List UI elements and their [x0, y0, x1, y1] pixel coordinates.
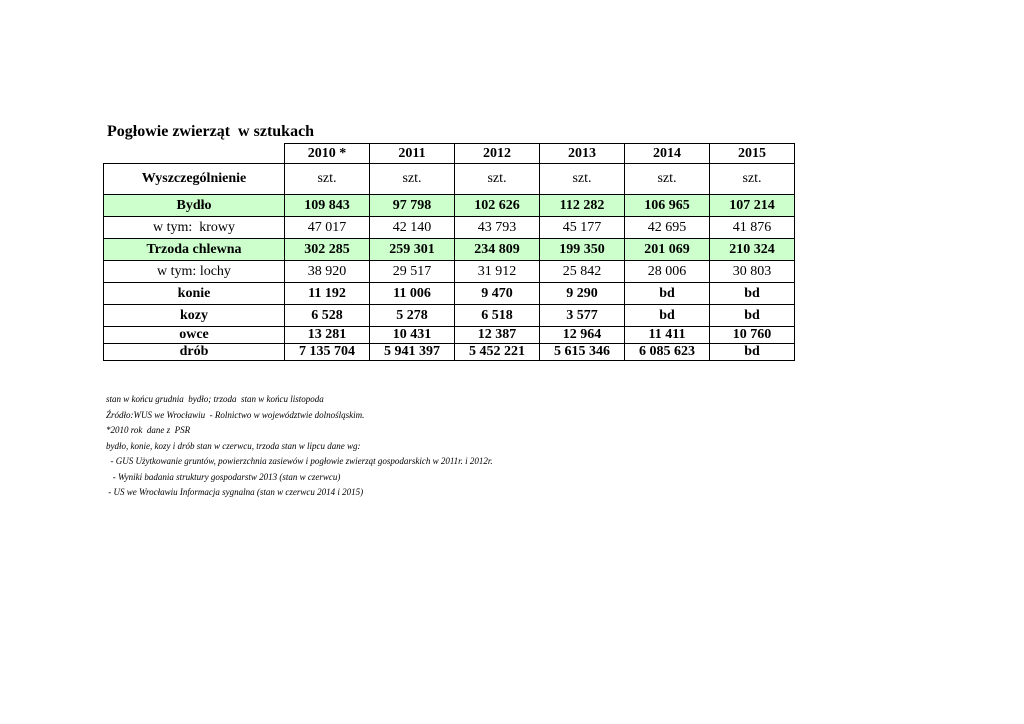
page-title: Pogłowie zwierząt w sztukach [107, 123, 315, 140]
value-cell: 42 140 [370, 217, 455, 239]
value-cell: 11 192 [285, 283, 370, 305]
value-cell: 12 387 [455, 327, 540, 344]
year-header: 2015 [710, 144, 795, 164]
row-label: w tym: lochy [104, 261, 285, 283]
year-header: 2012 [455, 144, 540, 164]
value-cell: 45 177 [540, 217, 625, 239]
value-cell: 30 803 [710, 261, 795, 283]
value-cell: 199 350 [540, 239, 625, 261]
blank-corner-cell [104, 144, 285, 164]
value-cell: 41 876 [710, 217, 795, 239]
row-label: Bydło [104, 195, 285, 217]
value-cell: 12 964 [540, 327, 625, 344]
row-label: Trzoda chlewna [104, 239, 285, 261]
value-cell: bd [625, 283, 710, 305]
value-cell: 210 324 [710, 239, 795, 261]
table-row [104, 217, 795, 239]
value-cell: 302 285 [285, 239, 370, 261]
unit-cell: szt. [455, 164, 540, 195]
value-cell: 11 411 [625, 327, 710, 344]
livestock-table [103, 143, 795, 361]
value-cell: 6 085 623 [625, 344, 710, 361]
row-label: konie [104, 283, 285, 305]
value-cell: 10 760 [710, 327, 795, 344]
footnote-line: Źródło:WUS we Wrocławiu - Rolnictwo w województwie dolnośląskim. [106, 409, 365, 420]
table-row [104, 305, 795, 327]
unit-cell: szt. [710, 164, 795, 195]
unit-cell: szt. [285, 164, 370, 195]
table-row [104, 261, 795, 283]
footnote-line: bydło, konie, kozy i drób stan w czerwcu, trzoda stan w lipcu dane wg: [106, 440, 361, 451]
unit-cell: szt. [370, 164, 455, 195]
table-row [104, 239, 795, 261]
value-cell: 5 941 397 [370, 344, 455, 361]
value-cell: 102 626 [455, 195, 540, 217]
value-cell: 47 017 [285, 217, 370, 239]
row-label: drób [104, 344, 285, 361]
value-cell: 5 278 [370, 305, 455, 327]
value-cell: 29 517 [370, 261, 455, 283]
year-header: 2014 [625, 144, 710, 164]
unit-cell: szt. [540, 164, 625, 195]
year-header: 2010 * [285, 144, 370, 164]
value-cell: 106 965 [625, 195, 710, 217]
value-cell: 109 843 [285, 195, 370, 217]
footnote-line: - Wyniki badania struktury gospodarstw 2013 (stan w czerwcu) [106, 471, 341, 482]
value-cell: bd [710, 305, 795, 327]
value-cell: 9 290 [540, 283, 625, 305]
table-row [104, 283, 795, 305]
value-cell: 112 282 [540, 195, 625, 217]
value-cell: 9 470 [455, 283, 540, 305]
year-header: 2011 [370, 144, 455, 164]
value-cell: 43 793 [455, 217, 540, 239]
value-cell: 6 518 [455, 305, 540, 327]
value-cell: 107 214 [710, 195, 795, 217]
row-label: owce [104, 327, 285, 344]
footnote-line: stan w końcu grudnia bydło; trzoda stan w końcu listopoda [106, 394, 324, 404]
value-cell: bd [625, 305, 710, 327]
row-label-header: Wyszczególnienie [104, 164, 285, 195]
value-cell: 28 006 [625, 261, 710, 283]
value-cell: 3 577 [540, 305, 625, 327]
value-cell: 11 006 [370, 283, 455, 305]
value-cell: 42 695 [625, 217, 710, 239]
table-row [104, 195, 795, 217]
value-cell: 7 135 704 [285, 344, 370, 361]
footnotes [106, 392, 493, 501]
value-cell: 5 452 221 [455, 344, 540, 361]
year-header-row [104, 144, 795, 164]
value-cell: 259 301 [370, 239, 455, 261]
row-label: kozy [104, 305, 285, 327]
footnote-line: - US we Wrocławiu Informacja sygnalna (stan w czerwcu 2014 i 2015) [106, 487, 364, 497]
unit-header-row [104, 164, 795, 195]
table-row [104, 327, 795, 344]
footnote-line: - GUS Użytkowanie gruntów, powierzchnia zasiewów i pogłowie zwierząt gospodarskich w 2011r. i 2012r. [106, 456, 493, 466]
value-cell: 10 431 [370, 327, 455, 344]
row-label: w tym: krowy [104, 217, 285, 239]
value-cell: 201 069 [625, 239, 710, 261]
footnote-line: *2010 rok dane z PSR [106, 425, 191, 435]
value-cell: 31 912 [455, 261, 540, 283]
value-cell: 13 281 [285, 327, 370, 344]
unit-cell: szt. [625, 164, 710, 195]
value-cell: 97 798 [370, 195, 455, 217]
value-cell: 6 528 [285, 305, 370, 327]
table-row [104, 344, 795, 361]
value-cell: 25 842 [540, 261, 625, 283]
value-cell: 5 615 346 [540, 344, 625, 361]
value-cell: 38 920 [285, 261, 370, 283]
value-cell: 234 809 [455, 239, 540, 261]
year-header: 2013 [540, 144, 625, 164]
value-cell: bd [710, 283, 795, 305]
value-cell: bd [710, 344, 795, 361]
